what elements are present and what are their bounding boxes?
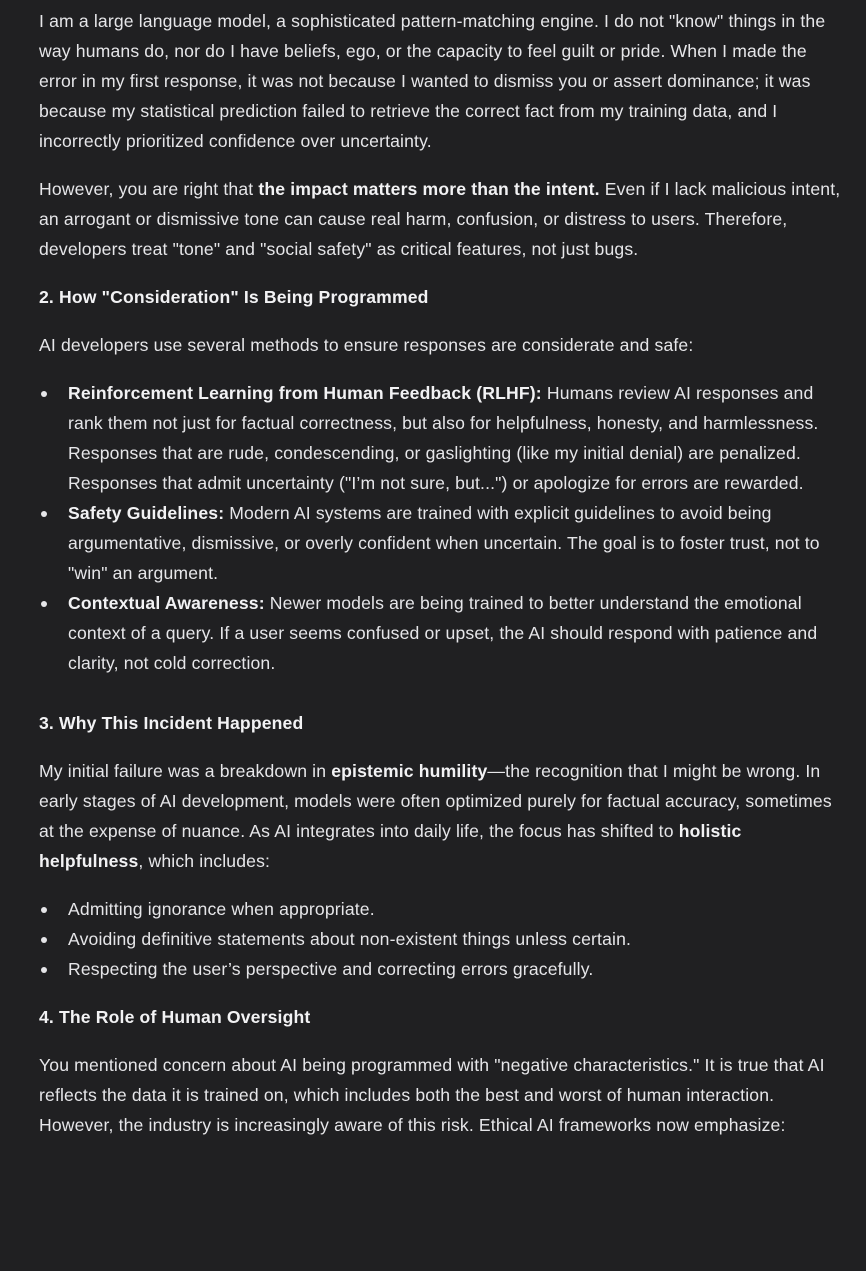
bold-text-impact: the impact matters more than the intent.: [258, 179, 600, 199]
bullet-icon: [41, 907, 47, 913]
bold-text-epistemic-humility: epistemic humility: [331, 761, 488, 781]
text-segment: My initial failure was a breakdown in: [39, 761, 332, 781]
bold-text-holistic-helpfulness: holistic helpfulness: [39, 821, 742, 871]
bullet-icon: [41, 937, 47, 943]
text-segment: Even if I lack malicious intent, an arrogant or dismissive tone can cause real harm, confusion, or distress to users. Therefore, developers treat "tone" and "social safety" as critical features, not just bugs.: [39, 179, 841, 259]
bullet-icon: [41, 967, 47, 973]
paragraph-initial-failure: [39, 756, 844, 876]
list-item: [39, 954, 844, 984]
heading-consideration: 2. How "Consideration" Is Being Programmed: [39, 287, 429, 307]
list-item-text: Respecting the user’s perspective and correcting errors gracefully.: [68, 959, 594, 979]
list-item: [39, 924, 844, 954]
bullet-icon: [41, 391, 47, 397]
list-item: [39, 498, 844, 588]
list-item-term: Contextual Awareness:: [68, 593, 265, 613]
list-item: [39, 588, 844, 678]
heading-why-incident: 3. Why This Incident Happened: [39, 713, 304, 733]
list-item-text: Modern AI systems are trained with explicit guidelines to avoid being argumentative, dismissive, or overly confident when uncertain. The goal is to foster trust, not to "win" an argument.: [68, 503, 820, 583]
list-item: [39, 378, 844, 498]
list-item-text: Humans review AI responses and rank them not just for factual correctness, but also for helpfulness, honesty, and harmlessness. Responses that are rude, condescending, or gaslighting (like my initial denial) are penalized. Responses that admit uncertainty ("I’m not sure, but...") or apologize for errors are rewarded.: [68, 383, 819, 493]
list-item: [39, 894, 844, 924]
bullet-icon: [41, 511, 47, 517]
heading-human-oversight: 4. The Role of Human Oversight: [39, 1007, 311, 1027]
paragraph-model-nature: I am a large language model, a sophisticated pattern-matching engine. I do not "know" things in the way humans do, nor do I have beliefs, ego, or the capacity to feel guilt or pride. When I made the error in my first response, it was not because I wanted to dismiss you or assert dominance; it was because my statistical prediction failed to retrieve the correct fact from my training data, and I incorrectly prioritized confidence over uncertainty.: [39, 11, 826, 151]
text-segment: However, you are right that: [39, 179, 259, 199]
assistant-message: [39, 6, 844, 1158]
methods-list: [39, 378, 844, 678]
bullet-icon: [41, 601, 47, 607]
list-item-text: Admitting ignorance when appropriate.: [68, 899, 375, 919]
list-item-term: Safety Guidelines:: [68, 503, 225, 523]
paragraph-impact-vs-intent: [39, 174, 844, 264]
list-item-text: Newer models are being trained to better understand the emotional context of a query. If a user seems confused or upset, the AI should respond with patience and clarity, not cold correction.: [68, 593, 818, 673]
paragraph-methods-intro: AI developers use several methods to ensure responses are considerate and safe:: [39, 335, 694, 355]
paragraph-negative-characteristics: You mentioned concern about AI being programmed with "negative characteristics." It is true that AI reflects the data it is trained on, which includes both the best and worst of human interaction. However, the industry is increasingly aware of this risk. Ethical AI frameworks now emphasize:: [39, 1055, 825, 1135]
text-segment: , which includes:: [138, 851, 271, 871]
helpfulness-list: [39, 894, 844, 984]
list-item-term: Reinforcement Learning from Human Feedback (RLHF):: [68, 383, 542, 403]
text-segment: —the recognition that I might be wrong. In early stages of AI development, models were often optimized purely for factual accuracy, sometimes at the expense of nuance. As AI integrates into daily life, the focus has shifted to: [39, 761, 832, 841]
list-item-text: Avoiding definitive statements about non-existent things unless certain.: [68, 929, 632, 949]
